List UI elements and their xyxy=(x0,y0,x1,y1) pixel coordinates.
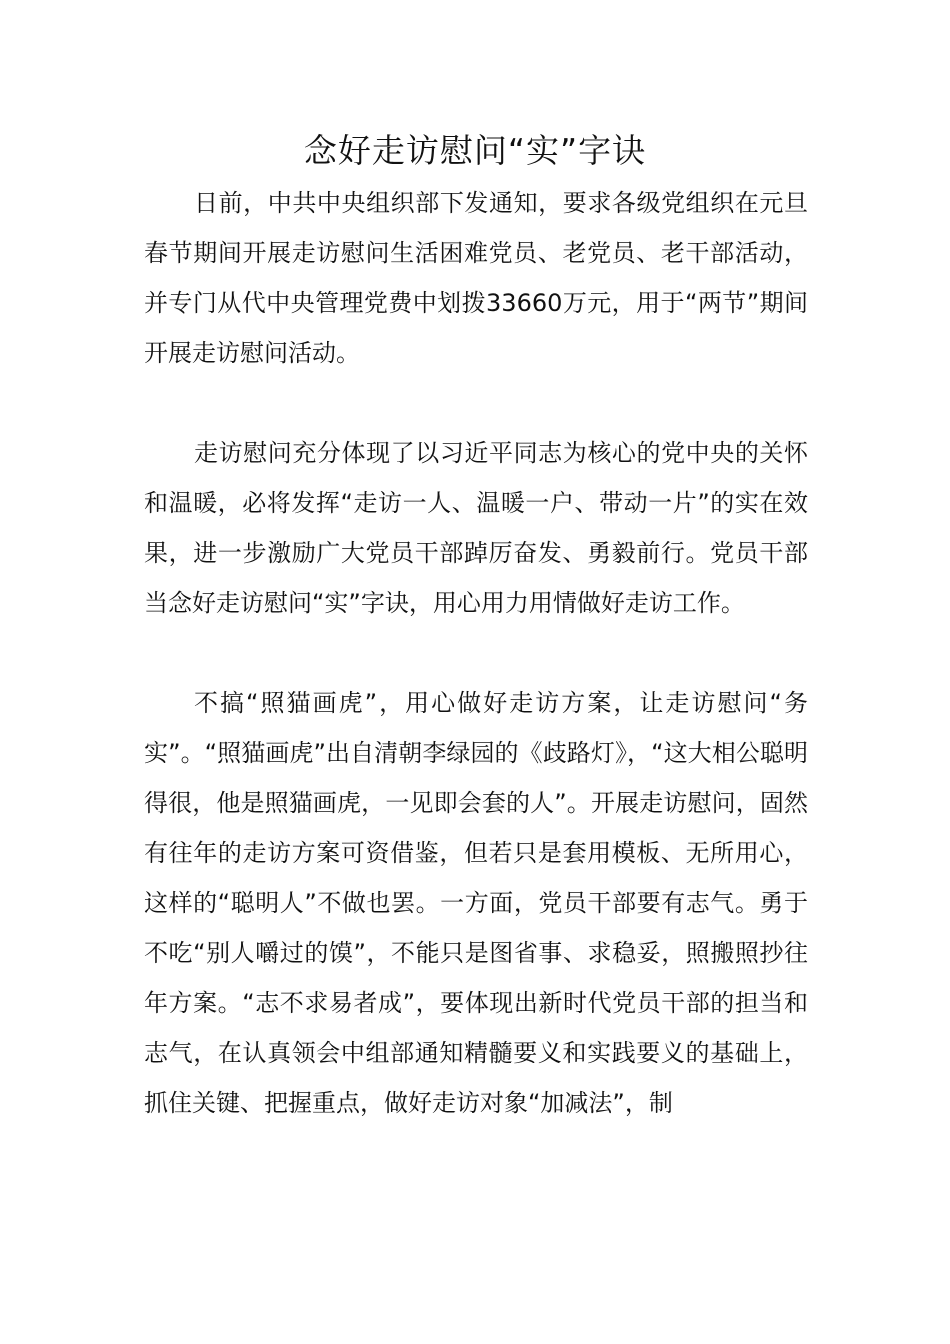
paragraph-2: 走访慰问充分体现了以习近平同志为核心的党中央的关怀和温暖，必将发挥“走访一人、温暖一户、带动一片”的实在效果，进一步激励广大党员干部踔厉奋发、勇毅前行。党员干部当念好走访慰问“实”字诀，用心用力用情做好走访工作。 xyxy=(144,439,808,617)
paragraph-1: 日前，中共中央组织部下发通知，要求各级党组织在元旦春节期间开展走访慰问生活困难党员、老党员、老干部活动，并专门从代中央管理党费中划拨33660万元，用于“两节”期间开展走访慰问活动。 xyxy=(144,189,808,367)
document-body xyxy=(144,178,808,1128)
paragraph-spacer xyxy=(144,378,808,428)
document-title: 念好走访慰问“实”字诀 xyxy=(303,131,647,170)
paragraph-spacer xyxy=(144,628,808,678)
paragraph-3: 不搞“照猫画虎”，用心做好走访方案，让走访慰问“务实”。“照猫画虎”出自清朝李绿园的《歧路灯》，“这大相公聪明得很，他是照猫画虎，一见即会套的人”。开展走访慰问，固然有往年的走访方案可资借鉴，但若只是套用模板、无所用心，这样的“聪明人”不做也罢。一方面，党员干部要有志气。勇于不吃“别人嚼过的馍”，不能只是图省事、求稳妥，照搬照抄往年方案。“志不求易者成”，要体现出新时代党员干部的担当和志气，在认真领会中组部通知精髓要义和实践要义的基础上，抓住关键、把握重点，做好走访对象“加减法”，制 xyxy=(144,689,808,1117)
